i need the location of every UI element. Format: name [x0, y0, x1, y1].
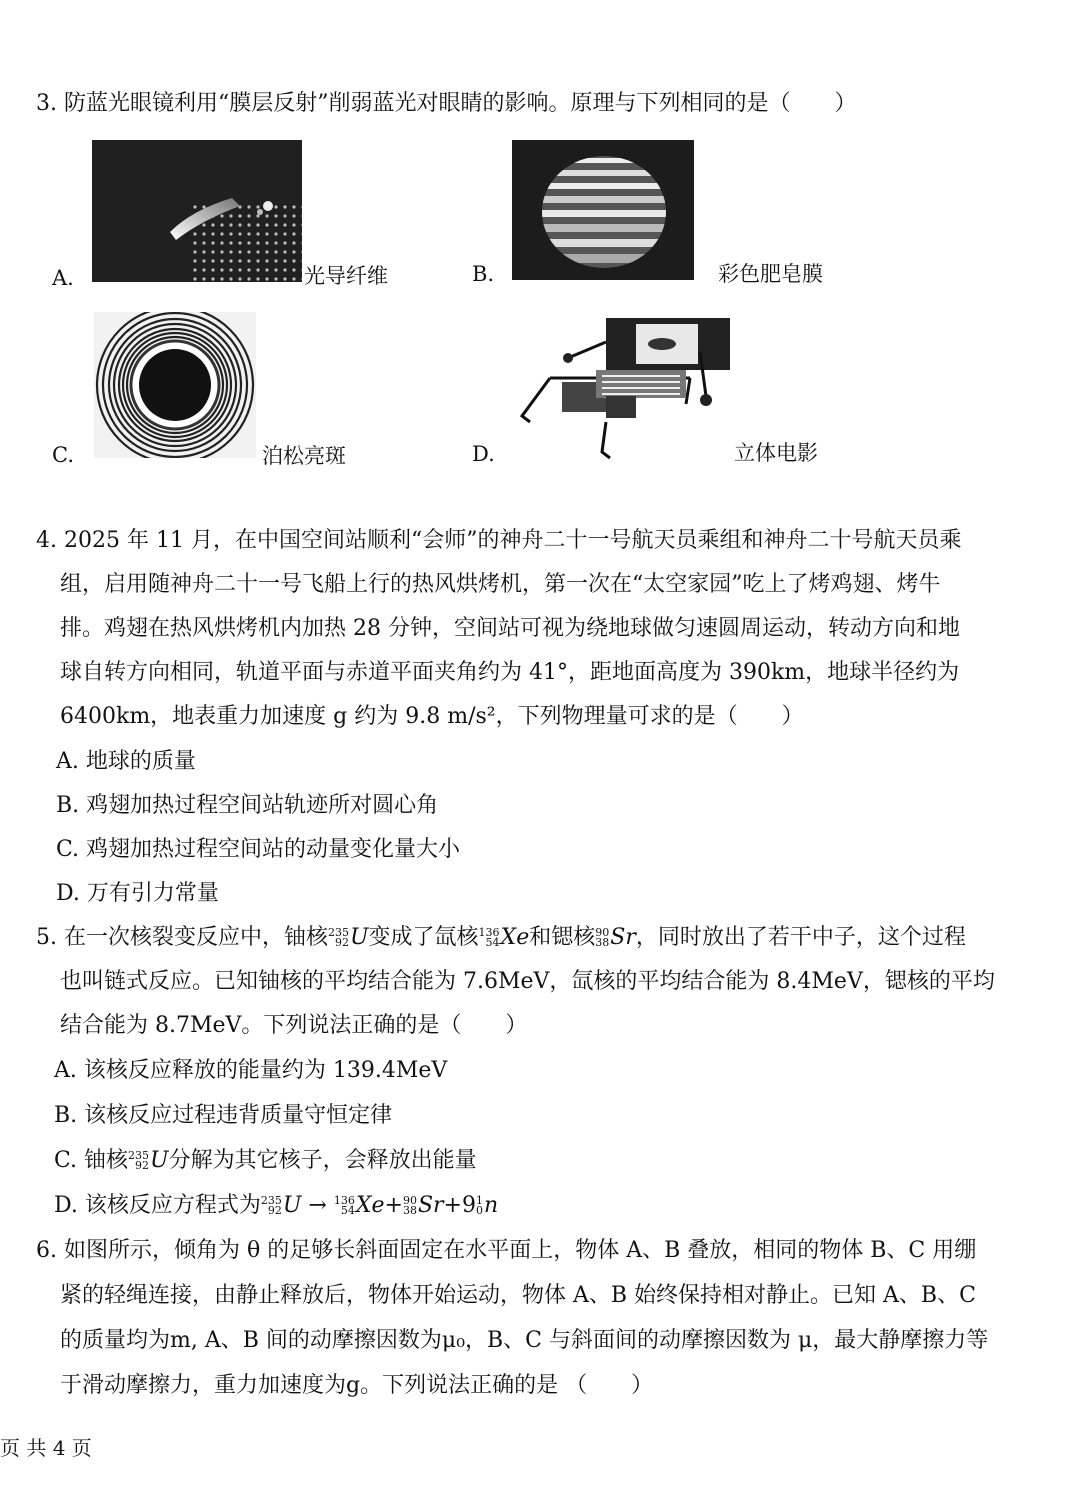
option-a-letter: A. — [52, 266, 74, 290]
nuclide-xe-index: 136 54 — [333, 1194, 355, 1217]
page-footer: 页 共 4 页 — [0, 1436, 92, 1460]
option-d-letter: D. — [472, 442, 495, 466]
nuclide-u-symbol: U — [282, 1193, 302, 1218]
option-d-caption: 立体电影 — [734, 441, 818, 465]
q4-option-c: C. 鸡翅加热过程空间站的动量变化量大小 — [56, 837, 461, 862]
neutron-coefficient: 9 — [461, 1193, 476, 1218]
q5-option-c: C. 铀核 235 92 U分解为其它核子，会释放出能量 — [54, 1148, 477, 1173]
nuclide-xe-index: 136 54 — [478, 926, 500, 949]
q5-l1b: 变成了氙核 — [368, 925, 479, 950]
q4-line-5: 6400km，地表重力加速度 g 约为 9.8 m/s²，下列物理量可求的是（ ） — [60, 704, 804, 729]
q6-line-4: 于滑动摩擦力，重力加速度为g。下列说法正确的是 （ ） — [60, 1373, 654, 1398]
q6-line-3: 的质量均为m, A、B 间的动摩擦因数为μ₀，B、C 与斜面间的动摩擦因数为 μ，最大静摩擦力等 — [60, 1328, 989, 1353]
reaction-arrow: → — [308, 1193, 327, 1218]
q5-l1d: ，同时放出了若干中子，这个过程 — [635, 925, 966, 950]
q4-option-a: A. 地球的质量 — [56, 749, 196, 774]
3d-glasses-image — [510, 312, 732, 462]
option-a-caption: 光导纤维 — [304, 264, 388, 288]
nuclide-sr-symbol: Sr — [417, 1193, 444, 1218]
q4-line-2: 组，启用随神舟二十一号飞船上行的热风烘烤机，第一次在“太空家园”吃上了烤鸡翅、烤牛 — [60, 572, 941, 597]
q5-line-1 — [36, 922, 966, 954]
q5-line-3: 结合能为 8.7MeV。下列说法正确的是（ ） — [60, 1013, 528, 1038]
q4-option-b: B. 鸡翅加热过程空间站轨迹所对圆心角 — [56, 793, 439, 818]
option-c-caption: 泊松亮斑 — [262, 444, 346, 468]
q6-line-2: 紧的轻绳连接，由静止释放后，物体开始运动，物体 A、B 始终保持相对静止。已知 A、B、C — [60, 1283, 976, 1308]
nuclide-n-symbol: n — [483, 1193, 499, 1218]
q4-option-d: D. 万有引力常量 — [56, 881, 219, 906]
option-c-letter: C. — [52, 443, 74, 467]
nuclide-sr-index: 90 38 — [402, 1194, 417, 1217]
q5-l1c: 和锶核 — [529, 925, 596, 950]
q4-line-4: 球自转方向相同，轨道平面与赤道平面夹角约为 41°，距地面高度为 390km，地球半径约为 — [60, 660, 960, 685]
optical-fiber-image — [92, 140, 302, 282]
nuclide-u-index: 235 92 — [128, 1149, 150, 1172]
nuclide-xe-symbol: Xe — [500, 925, 530, 950]
nuclide-u-symbol: U — [349, 925, 369, 950]
q4-line-1: 4. 2025 年 11 月，在中国空间站顺利“会师”的神舟二十一号航天员乘组和神舟二十号航天员乘 — [36, 528, 962, 553]
nuclide-u-index: 235 92 — [327, 926, 349, 949]
nuclide-u-symbol: U — [150, 1148, 169, 1173]
nuclide-sr-symbol: Sr — [610, 925, 636, 950]
nuclide-u-index: 235 92 — [260, 1194, 282, 1217]
nuclide-n-index: 1 0 — [475, 1194, 483, 1217]
nuclide-sr-index: 90 38 — [595, 926, 610, 949]
q5-line-2: 也叫链式反应。已知铀核的平均结合能为 7.6MeV，氙核的平均结合能为 8.4MeV，锶核的平均 — [60, 969, 995, 994]
q5-l1a: 5. 在一次核裂变反应中，铀核 — [36, 925, 328, 950]
q6-line-1: 6. 如图所示，倾角为 θ 的足够长斜面固定在水平面上，物体 A、B 叠放，相同的物体 B、C 用绷 — [36, 1238, 977, 1263]
poisson-spot-image — [94, 312, 256, 458]
q5-option-d: D. 该核反应方程式为 235 92 U → 136 54 Xe+ 90 38 Sr+9 1 0 n — [54, 1193, 499, 1218]
q5-option-b: B. 该核反应过程违背质量守恒定律 — [54, 1103, 393, 1128]
option-b-caption: 彩色肥皂膜 — [718, 262, 823, 286]
q4-line-3: 排。鸡翅在热风烘烤机内加热 28 分钟，空间站可视为绕地球做匀速圆周运动，转动方向和地 — [60, 616, 960, 641]
q5-option-a: A. 该核反应释放的能量约为 139.4MeV — [54, 1058, 448, 1083]
nuclide-xe-symbol: Xe — [355, 1193, 385, 1218]
option-b-letter: B. — [472, 262, 495, 286]
q3-text: 3. 防蓝光眼镜利用“膜层反射”削弱蓝光对眼睛的影响。原理与下列相同的是（ ） — [36, 91, 857, 116]
soap-film-image — [512, 140, 694, 280]
